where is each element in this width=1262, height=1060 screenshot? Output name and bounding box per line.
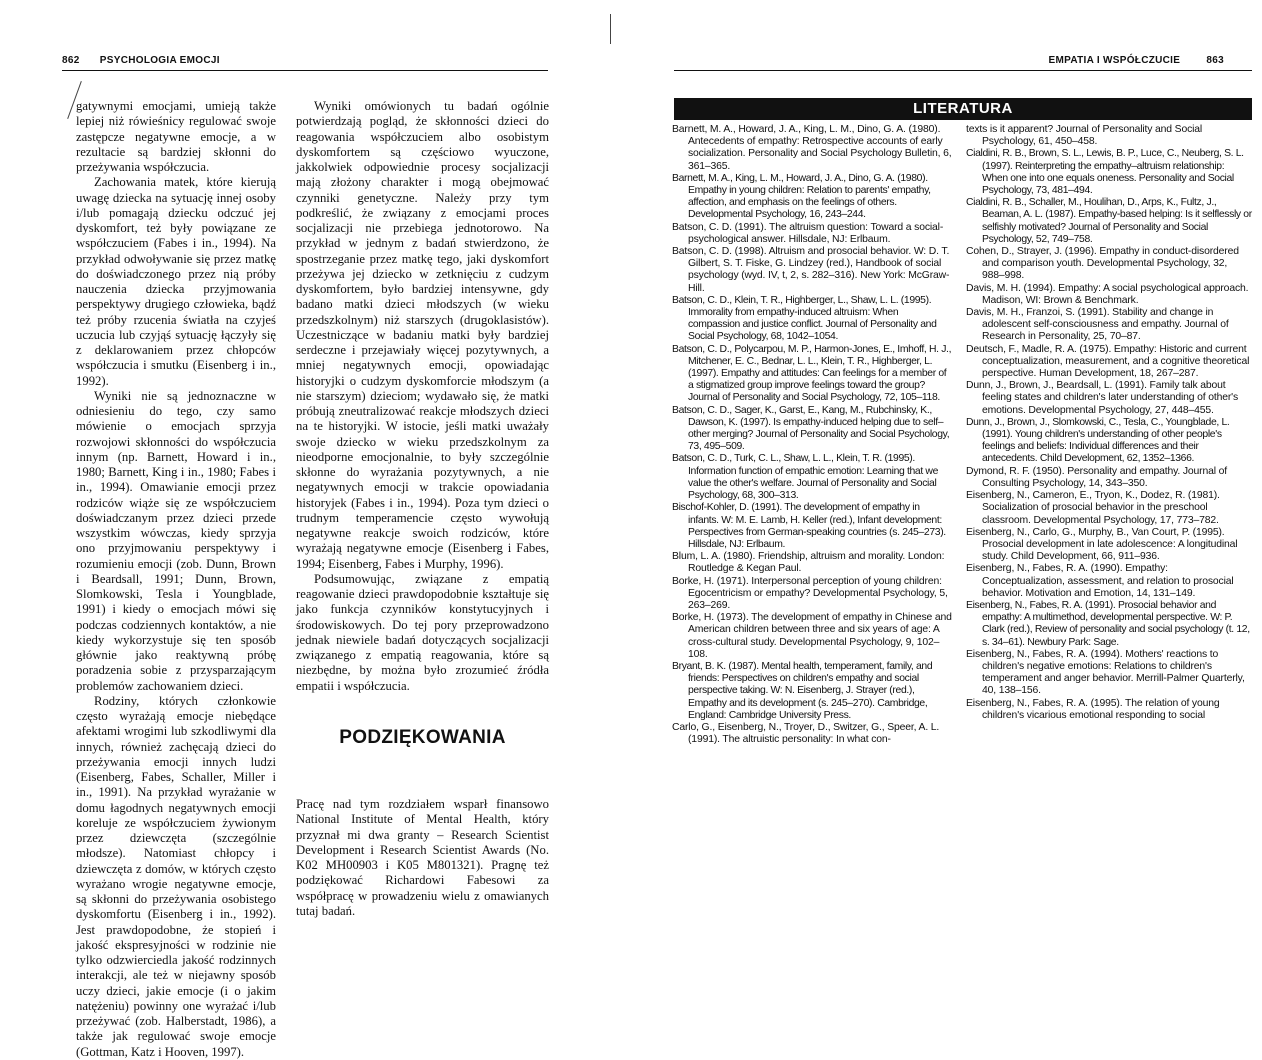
- acknowledgments-text: Pracę nad tym rozdziałem wsparł finansowo National Institute of Mental Health, który przyznał mi dwa granty – Research Scientist Development i Research Scientist Awards (No. K02 MH00903 i K05 M801321). Pragnę też podziękować Richardowi Fabesowi za współpracę w prowadzeniu wielu z omawianych tutaj badań.: [296, 797, 549, 918]
- page-header-right: [1049, 55, 1224, 66]
- text-column-1: [76, 99, 276, 1060]
- reference-entry: Eisenberg, N., Fabes, R. A. (1990). Empathy: Conceptualization, assessment, and relation to prosocial behavior. Motivation and Emotion, 14, 131–149.: [966, 563, 1234, 599]
- reference-entry: Batson, C. D., Polycarpou, M. P., Harmon-Jones, E., Imhoff, H. J., Mitchener, E. C., Bednar, L. L., Klein, T. R., Highberger, L. (1997). Empathy and attitudes: Can feelings for a member of a stigmatized group improve feelings toward the group? Journal of Personality and Social Psychology, 72, 105–118.: [672, 343, 952, 404]
- paragraph: Podsumowując, związane z empatią reagowanie dzieci prawdopodobnie kształtuje się jako funkcja czynników konstytucyjnych i środowiskowych. Do tej pory przeprowadzono jednak niewiele badań dotyczących socjalizacji związanego z empatią reagowania, które są niezbędne, by można było zrozumieć źródła empatii i współczucia.: [296, 571, 549, 693]
- paragraph: Wyniki nie są jednoznaczne w odniesieniu do tego, czy samo mówienie o emocjach sprzyja rozwojowi skłonności do współczucia innym (np. Barnett, Howard i in., 1980; Barnett, King i in., 1980; Fabes i in., 1994). Omawianie emocji przez rodziców wiąże się ze współczuciem doświadczanym przez dzieci przede wszystkim wówczas, kiedy sprzyja ono przyjmowaniu perspektywy i rozumieniu emocji (zob. Dunn, Brown i Beardsall, 1991; Dunn, Brown, Slomkowski, Tesla i Youngblade, 1991) i kiedy o emocjach mówi się podczas codziennych kontaktów, a nie kiedy wykorzystuje się ten sposób głównie jako reaktywną próbę poradzenia sobie z przysparzającym problemów zachowaniem dzieci.: [76, 388, 276, 693]
- reference-entry: Batson, C. D. (1991). The altruism question: Toward a social-psychological answer. Hillsdale, NJ: Erlbaum.: [672, 221, 944, 245]
- reference-entry: Eisenberg, N., Fabes, R. A. (1995). The relation of young children's vicarious emotional responding to social: [966, 697, 1220, 721]
- gutter-line: [610, 14, 611, 44]
- reference-entry: Batson, C. D., Turk, C. L., Shaw, L. L., Klein, T. R. (1995). Information function of empathic emotion: Learning that we value the other's welfare. Journal of Personality and Social Psychology, 68, 300–313.: [672, 453, 939, 502]
- paragraph: Wyniki omówionych tu badań ogólnie potwierdzają pogląd, że skłonności dzieci do reagowania współczuciem albo osobistym dyskomfortem są częściowo wyuczone, jakkolwiek odpowiednie procesy socjalizacji mają złożony charakter i mogą obejmować czynniki genetyczne. Należy przy tym podkreślić, że związany z emocjami proces socjalizacji nie przebiega jednotorowo. Na przykład w jednym z badań stwierdzono, że spostrzeganie przez matkę tego, jaki dyskomfort przeżywa jej dziecko w zetknięciu z cudzym dyskomfortem, było bardziej intensywne, gdy badano matki dzieci młodszych (w wieku przedszkolnym) niż starszych (drugoklasistów). Uczestniczące w badaniu matki były bardziej serdeczne i przejawiały więcej pozytywnych, a mniej negatywnych emocji, opowiadając historyjki o cudzym dyskomforcie młodszym (a nie starszym) dzieciom; wydawało się, że matki próbują zneutralizować reakcje młodszych dzieci na te historyjki. W istocie, jeśli matki uważały swoje dziecko w wieku przedszkolnym za nieodporne emocjonalnie, to były szczególnie skłonne do wyrażania pozytywnych, a nie negatywnych emocji w trakcie opowiadania historyjek (Fabes i in., 1994). Poza tym dzieci o trudnym temperamencie często wywołują negatywne reakcje swoich rodziców, które wyrażają negatywne emocje (Eisenberg i Fabes, 1994; Eisenberg, Fabes i Murphy, 1996).: [296, 99, 549, 571]
- reference-entry: Cialdini, R. B., Brown, S. L., Lewis, B. P., Luce, C., Neuberg, S. L. (1997). Reinterpreting the empathy–altruism relationship: When one into one equals oneness. Personality and Social Psychology, 73, 481–494.: [966, 148, 1244, 197]
- reference-entry: Barnett, M. A., King, L. M., Howard, J. A., Dino, G. A. (1980). Empathy in young children: Relation to parents' empathy, affection, and emphasis on the feelings of others. Developmental Psychology, 16, 243–244.: [672, 172, 931, 221]
- references-column-2: [966, 124, 1252, 722]
- reference-entry: Borke, H. (1971). Interpersonal perception of young children: Egocentricism or empathy? Developmental Psychology, 5, 263–269.: [672, 575, 948, 611]
- reference-entry: Cohen, D., Strayer, J. (1996). Empathy in conduct-disordered and comparison youth. Developmental Psychology, 32, 988–998.: [966, 246, 1239, 282]
- page-header-left: [62, 55, 220, 66]
- page-number: 862: [62, 55, 80, 66]
- reference-entry: Batson, C. D., Klein, T. R., Highberger, L., Shaw, L. L. (1995). Immorality from empathy-induced altruism: When compassion and justice conflict. Journal of Personality and Social Psychology, 68, 1042–1054.: [672, 294, 937, 343]
- text-column-2: [296, 99, 549, 919]
- reference-entry: Bischof-Kohler, D. (1991). The development of empathy in infants. W: M. E. Lamb, H. Keller (red.), Infant development: Perspectives from German-speaking countries (s. 245–273). Hillsdale, NJ: Erlbaum.: [672, 502, 946, 550]
- reference-entry: Davis, M. H., Franzoi, S. (1991). Stability and change in adolescent self-consciousness and empathy. Journal of Research in Personality, 25, 70–87.: [966, 307, 1229, 343]
- reference-entry: Eisenberg, N., Fabes, R. A. (1991). Prosocial behavior and empathy: A multimethod, developmental perspective. W: P. Clark (red.), Review of personality and social psychology (t. 12, s. 34–61). Newbury Park: Sage.: [966, 599, 1250, 648]
- reference-entry: Eisenberg, N., Carlo, G., Murphy, B., Van Court, P. (1995). Prosocial development in late adolescence: A longitudinal study. Child Development, 66, 911–936.: [966, 526, 1238, 563]
- reference-entry: Barnett, M. A., Howard, J. A., King, L. M., Dino, G. A. (1980). Antecedents of empathy: Retrospective accounts of early socialization. Personality and Social Psychology Bulletin, 6, 361–365.: [672, 124, 952, 172]
- reference-entry: Blum, L. A. (1980). Friendship, altruism and morality. London: Routledge & Kegan Paul.: [672, 551, 945, 575]
- section-title: LITERATURA: [674, 98, 1252, 120]
- right-page: [662, 0, 1262, 894]
- reference-entry: Carlo, G., Eisenberg, N., Troyer, D., Switzer, G., Speer, A. L. (1991). The altruistic personality: In what con-: [672, 721, 940, 746]
- reference-entry: Eisenberg, N., Fabes, R. A. (1994). Mothers' reactions to children's negative emotions: Relations to children's temperament and anger behavior. Merrill-Palmer Quarterly, 40, 138–156.: [966, 648, 1245, 697]
- reference-entry: Deutsch, F., Madle, R. A. (1975). Empathy: Historic and current conceptualization, measurement, and a cognitive theoretical perspective. Human Development, 18, 267–287.: [966, 343, 1250, 380]
- left-page: [0, 0, 600, 1059]
- reference-entry: Bryant, B. K. (1987). Mental health, temperament, family, and friends: Perspectives on children's empathy and social perspective taking. W: N. Eisenberg, J. Strayer (red.), Empathy and its development (s. 245–270). Cambridge, England: Cambridge University Press.: [672, 660, 933, 721]
- reference-entry: Batson, C. D. (1998). Altruism and prosocial behavior. W: D. T. Gilbert, S. T. Fiske, G. Lindzey (red.), Handbook of social psychology (wyd. IV, t, 2, s. 282–316). New York: McGraw-Hill.: [672, 246, 950, 294]
- page-number: 863: [1206, 55, 1224, 66]
- reference-entry: texts is it apparent? Journal of Personality and Social Psychology, 61, 450–458.: [966, 124, 1203, 148]
- references-column-1: [672, 124, 952, 746]
- running-title: PSYCHOLOGIA EMOCJI: [99, 55, 220, 66]
- header-rule: [674, 70, 1252, 71]
- reference-entry: Eisenberg, N., Cameron, E., Tryon, K., Dodez, R. (1981). Socialization of prosocial behavior in the preschool classroom. Developmental Psychology, 17, 773–782.: [966, 490, 1220, 526]
- reference-entry: Cialdini, R. B., Schaller, M., Houlihan, D., Arps, K., Fultz, J., Beaman, A. L. (1987). Empathy-based helping: Is it selflessly or selfishly motivated? Journal of Personality and Social Psychology, 52, 749–758.: [966, 197, 1252, 245]
- reference-entry: Borke, H. (1973). The development of empathy in Chinese and American children between three and six years of age: A cross-cultural study. Developmental Psychology, 9, 102–108.: [672, 612, 952, 660]
- reference-entry: Davis, M. H. (1994). Empathy: A social psychological approach. Madison, WI: Brown & Benchmark.: [966, 282, 1249, 306]
- header-rule: [62, 70, 548, 71]
- acknowledgments-heading: PODZIĘKOWANIA: [339, 726, 506, 748]
- reference-entry: Dunn, J., Brown, J., Slomkowski, C., Tesla, C., Youngblade, L. (1991). Young children's understanding of other people's feelings and beliefs: Individual differences and their antecedents. Child Development, 62, 1352–1366.: [966, 416, 1230, 465]
- running-title: EMPATIA I WSPÓŁCZUCIE: [1048, 55, 1181, 66]
- reference-entry: Dunn, J., Brown, J., Beardsall, L. (1991). Family talk about feeling states and children's later understanding of other's emotions. Developmental Psychology, 27, 448–455.: [966, 380, 1239, 416]
- paragraph: gatywnymi emocjami, umieją także lepiej niż rówieśnicy regulować swoje zastępcze negatywne emocje, a w rezultacie są bardziej skłonni do przeżywania współczucia.: [76, 99, 276, 174]
- paragraph: Rodziny, których członkowie często wyrażają emocje niebędące afektami wrogimi lub szkodliwymi dla innych, również zachęcają dzieci do przeżywania emocji innych ludzi (Eisenberg, Fabes, Schaller, Miller i in., 1991). Na przykład wyrażanie w domu łagodnych negatywnych emocji koreluje ze współczuciem żywionym przez dziewczęta (szczególnie młodsze). Natomiast chłopcy i dziewczęta z domów, w których często wyrażano wrogie negatywne emocje, są skłonni do przeżywania osobistego dyskomfortu (Eisenberg i in., 1992). Jest prawdopodobne, że stopień i jakość ekspresyjności w rodzinie nie tylko odzwierciedla jakość rodzinnych interakcji, ale też w niejawny sposób uczy dzieci, jakie emocje (i o jakim natężeniu) powinny one wyrażać i/lub przeżywać (zob. Halberstadt, 1986), a także jak regulować swoje emocje (Gottman, Katz i Hooven, 1997).: [76, 693, 276, 1059]
- reference-entry: Batson, C. D., Sager, K., Garst, E., Kang, M., Rubchinsky, K., Dawson, K. (1997). Is empathy-induced helping due to self–other merging? Journal of Personality and Social Psychology, 73, 495–509.: [672, 404, 950, 453]
- reference-entry: Dymond, R. F. (1950). Personality and empathy. Journal of Consulting Psychology, 14, 343–350.: [966, 465, 1227, 489]
- paragraph: Zachowania matek, które kierują uwagę dziecka na sytuację innej osoby i/lub pomagają dziecku odczuć jej dyskomfort, też były powiązane ze współczuciem (Fabes i in., 1994). Na przykład odwoływanie się przez matkę do doświadczonego przez nią próby nauczenia dziecka przyjmowania perspektywy drugiego człowieka, bądź też próby rzucenia światła na czyjeś uczucia lub czyjąś sytuację łączyły się z deklarowaniem przez chłopców współczucia i smutku (Eisenberg i in., 1992).: [76, 175, 276, 388]
